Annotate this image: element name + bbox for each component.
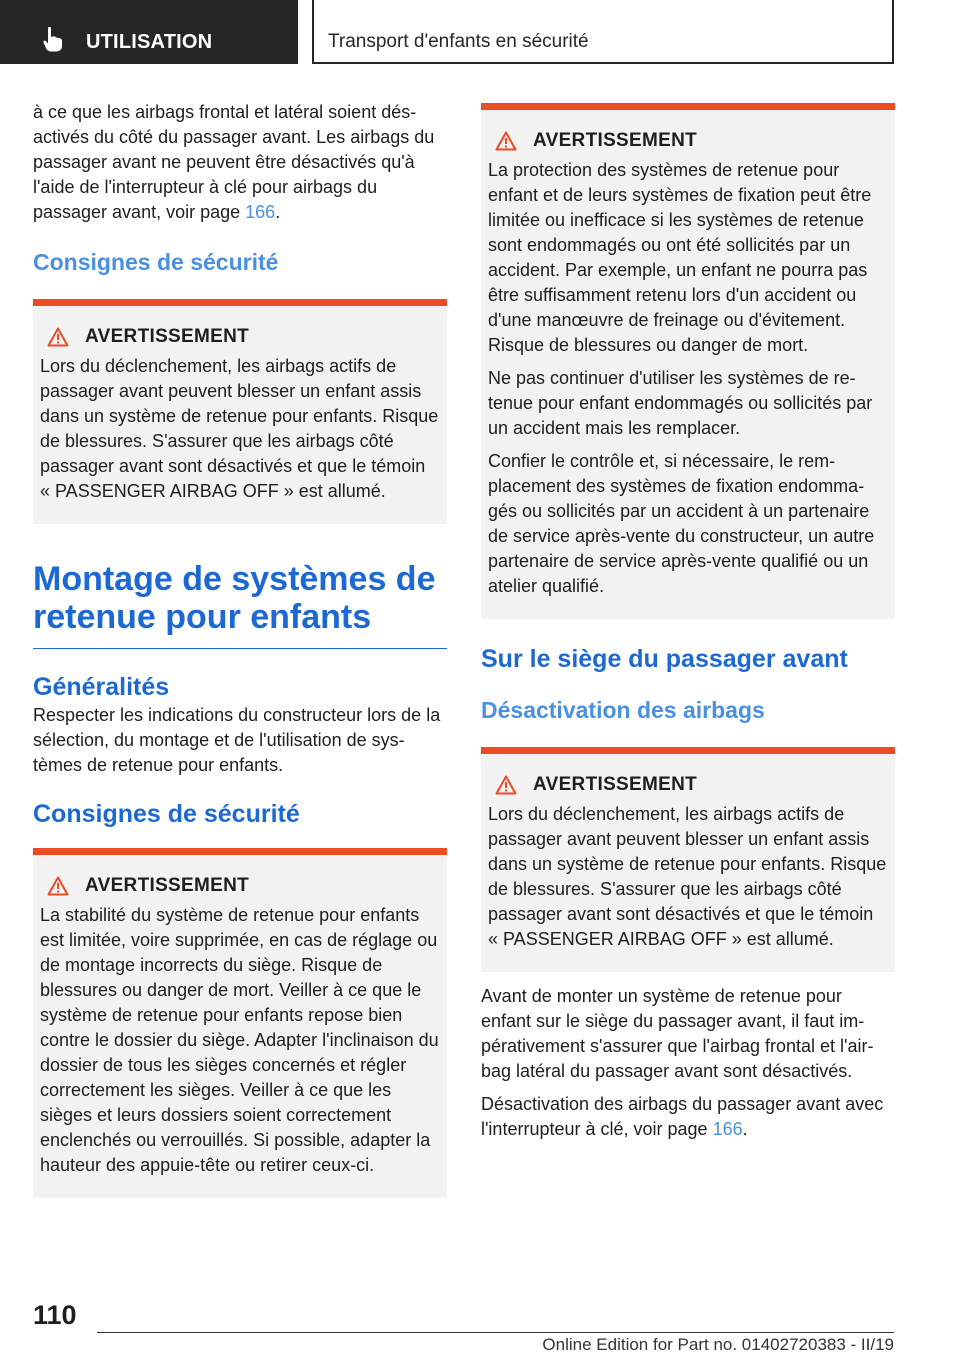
chapter-heading: Montage de systèmes de retenue pour enfants (33, 560, 447, 649)
warning-title: AVERTISSEMENT (85, 875, 250, 896)
warning-text: Lors du déclenchement, les airbags actifs de passager avant peuvent blesser un enfant assis dans un système de retenue pour enfants. Risque de blessures. S'assurer que les airbags côté passager avant sont désactivés et que le témoin « PASSENGER AIRBAG OFF » est allumé. (40, 356, 439, 501)
chapter-tab (312, 0, 894, 64)
section-heading-desactivation: Désactivation des airbags (481, 697, 765, 723)
warning-box (481, 103, 895, 619)
section-heading-consignes: Consignes de sécurité (33, 249, 279, 275)
warning-text: La protection des systèmes de retenue pour enfant et de leurs systèmes de fixation peut être limitée ou inefficace si les systèmes de retenue sont endommagés ou ont été sollicités par un accident. Par exemple, un enfant ne pourra pas être suffisamment retenu lors d'un accident ou d'une manœuvre de freinage ou d'évitement. Risque de blessures ou danger de mort. (488, 160, 872, 355)
subheading-generalites: Généralités (33, 673, 170, 701)
warning-title: AVERTISSEMENT (533, 130, 698, 151)
warning-triangle-icon (47, 327, 69, 347)
footer-divider (97, 1332, 894, 1333)
warning-triangle-icon (47, 876, 69, 896)
page-link[interactable]: 166 (712, 1119, 743, 1139)
page-number: 110 (33, 1300, 77, 1330)
body-paragraph: Désactivation des airbags du passager avant avec l'interrupteur à clé, voir page 166. (481, 1094, 884, 1139)
subheading-consignes: Consignes de sécurité (33, 800, 300, 828)
generalites-paragraph: Respecter les indications du constructeur lors de la sélection, du montage et de l'utilisation de systèmes de retenue pour enfants. (33, 705, 441, 775)
body-paragraph: Avant de monter un système de retenue pour enfant sur le siège du passager avant, il faut impérativement s'assurer que l'airbag frontal et l'airbag latéral du passager avant sont désactivés. (481, 986, 874, 1081)
section-title: UTILISATION (86, 31, 213, 53)
left-column (33, 100, 447, 1198)
warning-title: AVERTISSEMENT (533, 774, 698, 795)
warning-text: Lors du déclenchement, les airbags actifs de passager avant peuvent blesser un enfant assis dans un système de retenue pour enfants. Risque de blessures. S'assurer que les airbags côté passager avant sont désactivés et que le témoin « PASSENGER AIRBAG OFF » est allumé. (488, 804, 887, 949)
warning-box (33, 848, 447, 1198)
section-tab (0, 0, 298, 64)
warning-text: Ne pas continuer d'utiliser les systèmes de retenue pour enfant endommagés ou sollicités par un accident mais les remplacer. (488, 368, 873, 438)
edition-note: Online Edition for Part no. 01402720383 - II/19 (542, 1335, 894, 1354)
warning-title: AVERTISSEMENT (85, 326, 250, 347)
right-column (481, 103, 895, 1150)
warning-box (481, 747, 895, 972)
warning-text: Confier le contrôle et, si nécessaire, le remplacement des systèmes de fixation endommagés ou sollicités par un accident à un partenaire de service après-vente du constructeur, un autre partenaire de service après-vente qualifié ou un atelier qualifié. (488, 451, 875, 596)
hand-pointer-icon (42, 26, 64, 52)
warning-triangle-icon (495, 131, 517, 151)
warning-box (33, 299, 447, 524)
intro-paragraph: à ce que les airbags frontal et latéral soient désactivés du côté du passager avant. Les airbags du passager avant ne peuvent être désactivés qu'à l'aide de l'interrupteur à clé pour airbags du passager avant, voir page 166. (33, 102, 435, 222)
warning-triangle-icon (495, 775, 517, 795)
page-link[interactable]: 166 (245, 202, 276, 222)
chapter-title: Transport d'enfants en sécurité (328, 31, 589, 52)
subheading-siege: Sur le siège du passager avant (481, 645, 848, 673)
warning-text: La stabilité du système de retenue pour enfants est limitée, voire supprimée, en cas de réglage ou de montage incorrects du siège. Risque de blessures ou danger de mort. Veiller à ce que le système de retenue pour enfants repose bien contre le dossier du siège. Adapter l'inclinaison du dossier de tous les sièges concernés et régler correctement les sièges. Veiller à ce que les sièges et leurs dossiers soient correctement enclenchés ou verrouillés. Si possible, adapter la hauteur des appuie-tête ou retirer ceux-ci. (40, 905, 439, 1175)
